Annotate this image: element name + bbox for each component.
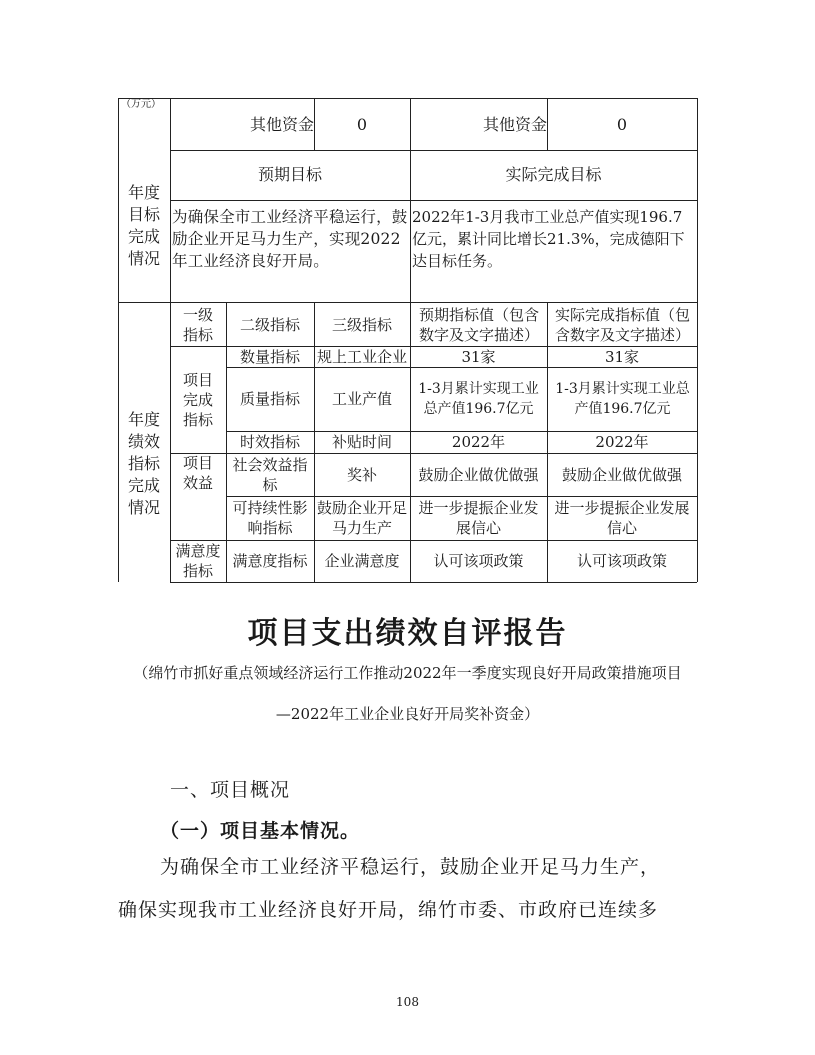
actual-cell: 认可该项政策 <box>576 552 667 570</box>
actual-cell: 1-3月累计实现工业总产值196.7亿元 <box>555 381 690 417</box>
level2-cell: 满意度指标 <box>232 552 308 570</box>
level2-cell: 数量指标 <box>239 347 300 366</box>
group-satisfaction: 满意度指标 <box>175 542 221 580</box>
expected-cell: 31家 <box>461 347 496 366</box>
report-subtitle-line2: —2022年工业企业良好开局奖补资金） <box>275 705 540 723</box>
header-expected-value: 预期指标值（包含数字及文字描述） <box>418 305 539 344</box>
page-number: 108 <box>396 995 419 1009</box>
unit-note: （万元） <box>121 99 161 110</box>
level2-cell: 时效指标 <box>239 433 300 451</box>
actual-goal-text: 2022年1-3月我市工业总产值实现196.7亿元，累计同比增长21.3%，完成德阳下达目标任务。 <box>412 208 685 270</box>
level3-cell: 鼓励企业开足马力生产 <box>316 499 407 537</box>
other-funds-label: 其他资金 <box>482 115 547 134</box>
expected-goal-header: 预期目标 <box>257 165 322 184</box>
paragraph-line: 确保实现我市工业经济良好开局，绵竹市委、市政府已连续多 <box>118 899 659 921</box>
header-level2: 二级指标 <box>239 315 300 334</box>
level3-cell: 补贴时间 <box>331 433 392 451</box>
header-level3: 三级指标 <box>331 315 392 334</box>
group-output: 项目完成指标 <box>182 370 213 429</box>
expected-cell: 进一步提振企业发展信心 <box>418 499 539 537</box>
expected-cell: 2022年 <box>451 433 506 451</box>
level2-cell: 可持续性影响指标 <box>232 499 308 537</box>
expected-cell: 鼓励企业做优做强 <box>418 465 539 484</box>
other-funds-value: 0 <box>356 115 368 134</box>
actual-cell: 31家 <box>604 347 640 366</box>
level2-cell: 质量指标 <box>239 390 300 408</box>
actual-goal-header: 实际完成目标 <box>505 165 602 184</box>
level3-cell: 企业满意度 <box>324 552 400 570</box>
report-title: 项目支出绩效自评报告 <box>247 616 568 651</box>
expected-cell: 1-3月累计实现工业总产值196.7亿元 <box>418 381 539 417</box>
paragraph-line: 为确保全市工业经济平稳运行，鼓励企业开足马力生产， <box>160 856 661 878</box>
level3-cell: 规上工业企业 <box>316 347 407 366</box>
expected-goal-text: 为确保全市工业经济平稳运行，鼓励企业开足马力生产，实现2022年工业经济良好开局。 <box>172 208 408 270</box>
level3-cell: 奖补 <box>346 465 377 484</box>
actual-cell: 鼓励企业做优做强 <box>561 465 682 484</box>
subsection-heading: （一）项目基本情况。 <box>160 820 361 842</box>
level2-cell: 社会效益指标 <box>232 455 308 494</box>
actual-cell: 2022年 <box>595 433 649 451</box>
level3-cell: 工业产值 <box>331 390 392 408</box>
actual-cell: 进一步提振企业发展信心 <box>554 499 690 537</box>
expected-cell: 认可该项政策 <box>433 552 524 570</box>
report-subtitle-line1: （绵竹市抓好重点领域经济运行工作推动2022年一季度实现良好开局政策措施项目 <box>133 664 682 682</box>
other-funds-value: 0 <box>616 115 628 134</box>
header-actual-value: 实际完成指标值（包含数字及文字描述） <box>554 305 690 344</box>
annual-goal-label: 年度 目标 完成 情况 <box>127 183 160 268</box>
other-funds-label: 其他资金 <box>249 115 314 134</box>
performance-label: 年度 绩效 指标 完成 情况 <box>127 410 160 517</box>
group-benefit: 项目效益 <box>182 454 213 492</box>
section-heading: 一、项目概况 <box>170 779 291 801</box>
header-level1: 一级指标 <box>182 305 213 344</box>
